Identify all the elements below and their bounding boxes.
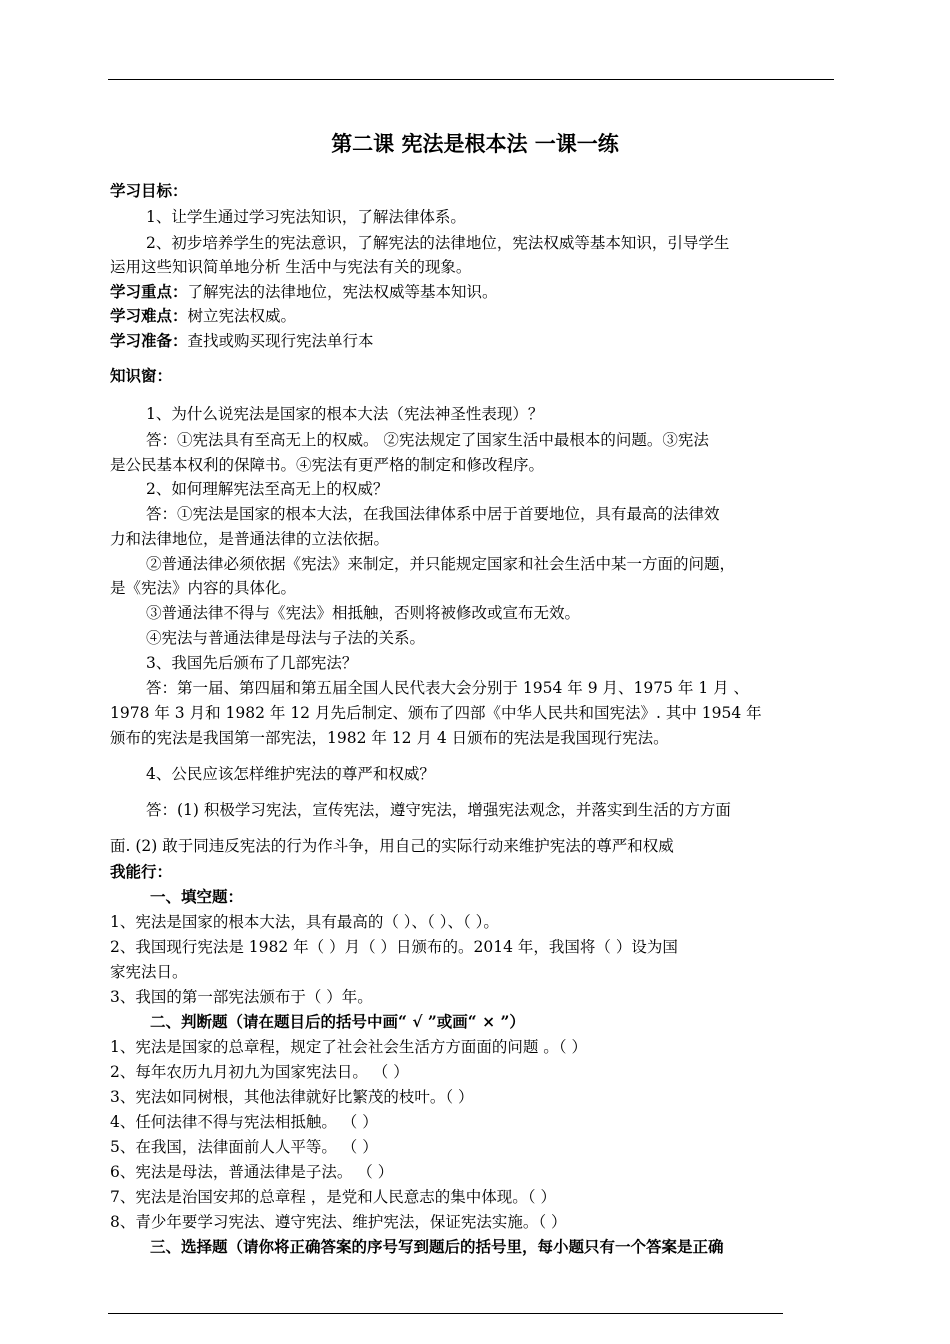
page-title: 第二课 宪法是根本法 一课一练: [331, 131, 619, 156]
fill-blank-heading: 一、填空题：: [150, 887, 244, 906]
fill-blank-item: 家宪法日。: [110, 963, 188, 981]
true-false-item: 8、青少年要学习宪法、遵守宪法、维护宪法，保证宪法实施。（ ）: [110, 1213, 567, 1231]
objective-item: 运用这些知识简单地分析 生活中与宪法有关的现象。: [110, 258, 472, 276]
true-false-item: 1、宪法是国家的总章程，规定了社会社会生活方方面面的问题 。（ ）: [110, 1038, 587, 1056]
true-false-item: 6、宪法是母法，普通法律是子法。 （ ）: [110, 1163, 394, 1181]
true-false-item: 2、每年农历九月初九为国家宪法日。 （ ）: [110, 1063, 409, 1081]
true-false-heading: 二、判断题（请在题目后的括号中画“ √ ”或画“ × ”）: [150, 1012, 525, 1031]
knowledge-line: 4、公民应该怎样维护宪法的尊严和权威？: [146, 765, 435, 783]
knowledge-line: 1978 年 3 月和 1982 年 12 月先后制定、颁布了四部《中华人民共和国宪法》. 其中 1954 年: [110, 704, 762, 722]
knowledge-line: 1、为什么说宪法是国家的根本大法（宪法神圣性表现）？: [146, 405, 544, 423]
knowledge-line: 答：①宪法是国家的根本大法，在我国法律体系中居于首要地位，具有最高的法律效: [146, 505, 720, 523]
knowledge-line: 面. (2) 敢于同违反宪法的行为作斗争，用自己的实际行动来维护宪法的尊严和权威: [110, 837, 674, 855]
fill-blank-item: 2、我国现行宪法是 1982 年（ ）月（ ）日颁布的。2014 年，我国将（ ）设为国: [110, 938, 678, 956]
difficulty-text: 树立宪法权威。: [187, 307, 297, 325]
objectives-label: 学习目标：: [110, 181, 188, 200]
preparation-label: 学习准备：: [110, 331, 188, 350]
key-point: [110, 281, 845, 303]
knowledge-line: 是《宪法》内容的具体化。: [110, 579, 297, 597]
true-false-item: 3、宪法如同树根，其他法律就好比繁茂的枝叶。（ ）: [110, 1088, 474, 1106]
multiple-choice-heading: 三、选择题（请你将正确答案的序号写到题后的括号里，每小题只有一个答案是正确: [150, 1237, 724, 1256]
knowledge-line: 答：(1) 积极学习宪法，宣传宪法，遵守宪法，增强宪法观念，并落实到生活的方方面: [146, 801, 731, 819]
key-point-text: 了解宪法的法律地位，宪法权威等基本知识。: [187, 283, 498, 301]
true-false-item: 5、在我国，法律面前人人平等。 （ ）: [110, 1138, 378, 1156]
objective-item: 2、初步培养学生的宪法意识，了解宪法的法律地位，宪法权威等基本知识，引导学生: [146, 234, 730, 252]
knowledge-line: 答：第一届、第四届和第五届全国人民代表大会分别于 1954 年 9 月、1975 年 1 月 、: [146, 679, 750, 697]
knowledge-line: 力和法律地位，是普通法律的立法依据。: [110, 530, 390, 548]
knowledge-line: ②普通法律必须依据《宪法》来制定，并只能规定国家和社会生活中某一方面的问题，: [146, 555, 736, 573]
preparation-text: 查找或购买现行宪法单行本: [187, 332, 374, 350]
objective-item: 1、让学生通过学习宪法知识，了解法律体系。: [146, 208, 466, 226]
knowledge-line: 是公民基本权利的保障书。④宪法有更严格的制定和修改程序。: [110, 456, 545, 474]
difficulty: [110, 305, 845, 327]
knowledge-label: 知识窗：: [110, 366, 173, 385]
key-point-label: 学习重点：: [110, 282, 188, 301]
knowledge-line: ④宪法与普通法律是母法与子法的关系。: [146, 629, 426, 647]
knowledge-line: 3、我国先后颁布了几部宪法？: [146, 654, 358, 672]
preparation: [110, 330, 845, 352]
fill-blank-item: 3、我国的第一部宪法颁布于（ ）年。: [110, 988, 373, 1006]
practice-label: 我能行：: [110, 862, 173, 881]
true-false-item: 7、宪法是治国安邦的总章程 ，是党和人民意志的集中体现。（ ）: [110, 1188, 556, 1206]
knowledge-line: ③普通法律不得与《宪法》相抵触，否则将被修改或宣布无效。: [146, 604, 581, 622]
fill-blank-item: 1、宪法是国家的根本大法，具有最高的（ ）、（ ）、（ ）。: [110, 913, 499, 931]
knowledge-line: 颁布的宪法是我国第一部宪法，1982 年 12 月 4 日颁布的宪法是我国现行宪法。: [110, 729, 669, 747]
footer-rule: [108, 1313, 783, 1314]
header-rule: [108, 79, 834, 80]
knowledge-line: 答：①宪法具有至高无上的权威。 ②宪法规定了国家生活中最根本的问题。③宪法: [146, 431, 709, 449]
true-false-item: 4、任何法律不得与宪法相抵触。 （ ）: [110, 1113, 378, 1131]
difficulty-label: 学习难点：: [110, 306, 188, 325]
knowledge-line: 2、如何理解宪法至高无上的权威？: [146, 480, 389, 498]
